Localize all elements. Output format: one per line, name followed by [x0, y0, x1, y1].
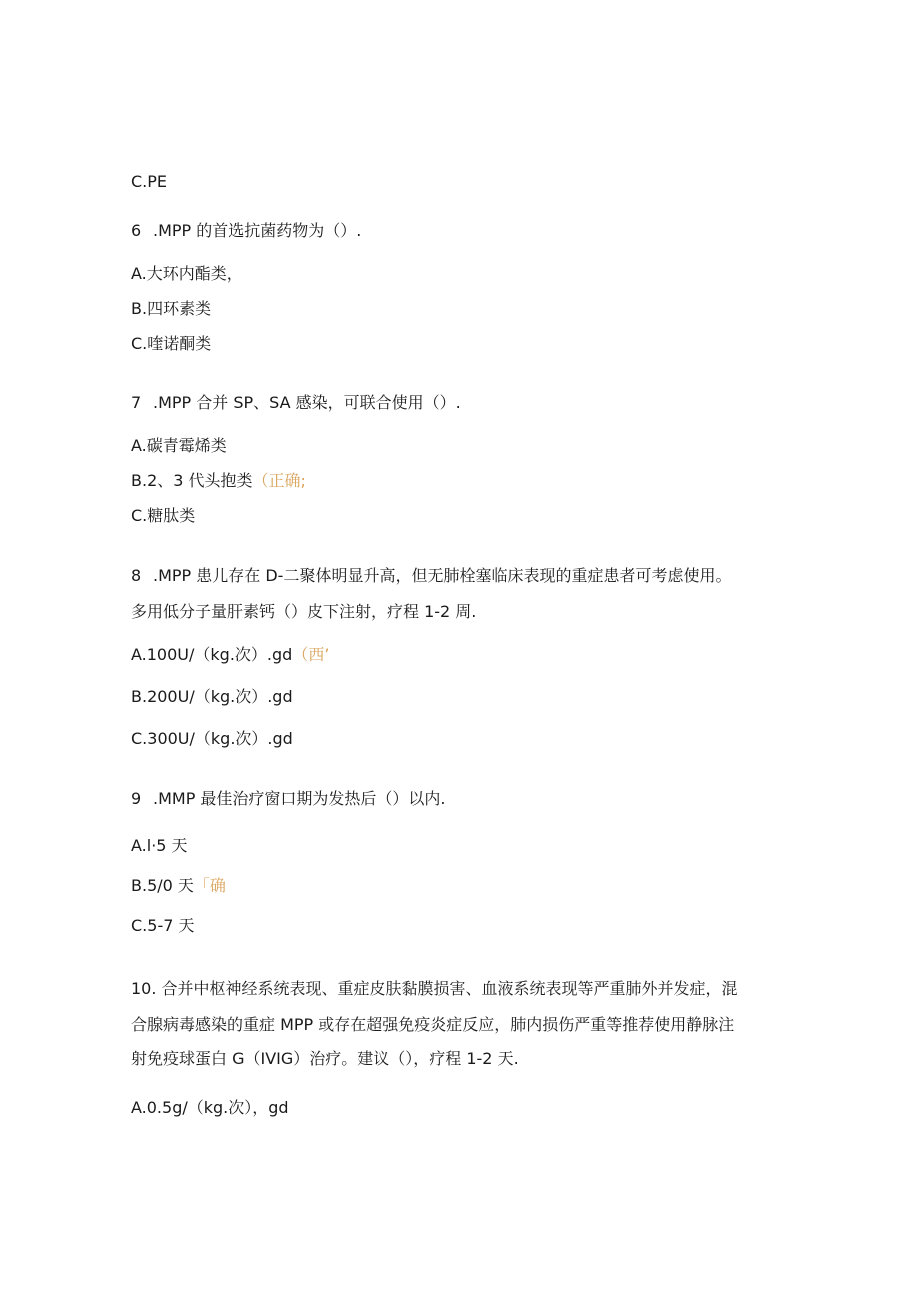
- question-text: .MPP 的首选抗菌药物为（）.: [153, 221, 362, 240]
- option-text: A.100U/（kg.次）.gd: [131, 645, 293, 664]
- q10-option-a: A.0.5g/（kg.次），gd: [131, 1098, 289, 1117]
- question-10-line-2: 合腺病毒感染的重症 MPP 或存在超强免疫炎症反应，肺内损伤严重等推荐使用静脉注: [131, 1015, 735, 1034]
- question-number: 9: [131, 789, 142, 808]
- question-7: [131, 392, 461, 414]
- question-8: [131, 565, 731, 587]
- question-10: 10. 合并中枢神经系统表现、重症皮肤黏膜损害、血液系统表现等严重肺外并发症，混: [131, 979, 738, 998]
- question-text: .MMP 最佳治疗窗口期为发热后（）以内.: [153, 789, 446, 808]
- answer-annotation: （正确;: [252, 471, 306, 490]
- question-number: 7: [131, 393, 142, 412]
- answer-annotation: （西’: [292, 645, 330, 664]
- question-10-line-3: 射免疫球蛋白 G（IVIG）治疗。建议（），疗程 1-2 天.: [131, 1049, 519, 1068]
- q9-option-a: A.l·5 天: [131, 836, 188, 855]
- question-text: .MPP 合并 SP、SA 感染，可联合使用（）.: [153, 393, 461, 412]
- option-c-prev: C.PE: [131, 172, 168, 191]
- q8-option-c: C.300U/（kg.次）.gd: [131, 729, 293, 748]
- q7-option-a: A.碳青霉烯类: [131, 436, 227, 455]
- q6-option-b: B.四环素类: [131, 299, 212, 318]
- q6-option-a: A.大环内酯类，: [131, 264, 243, 283]
- q7-option-b: [131, 470, 306, 492]
- question-text: .MPP 患儿存在 D-二聚体明显升高，但无肺栓塞临床表现的重症患者可考虑使用。: [153, 566, 732, 585]
- option-text: B.5/0 天: [131, 876, 194, 895]
- q7-option-c: C.糖肽类: [131, 506, 196, 525]
- q6-option-c: C.喹诺酮类: [131, 334, 212, 353]
- question-number: 6: [131, 221, 142, 240]
- q8-option-b: B.200U/（kg.次）.gd: [131, 687, 293, 706]
- q9-option-b: [131, 875, 226, 897]
- question-8-line-2: 多用低分子量肝素钙（）皮下注射，疗程 1-2 周.: [131, 602, 477, 621]
- question-number: 8: [131, 566, 142, 585]
- question-6: [131, 220, 361, 242]
- question-9: [131, 788, 446, 810]
- option-text: B.2、3 代头抱类: [131, 471, 253, 490]
- q8-option-a: [131, 644, 329, 666]
- q9-option-c: C.5-7 天: [131, 916, 195, 935]
- answer-annotation: 「确: [193, 876, 226, 895]
